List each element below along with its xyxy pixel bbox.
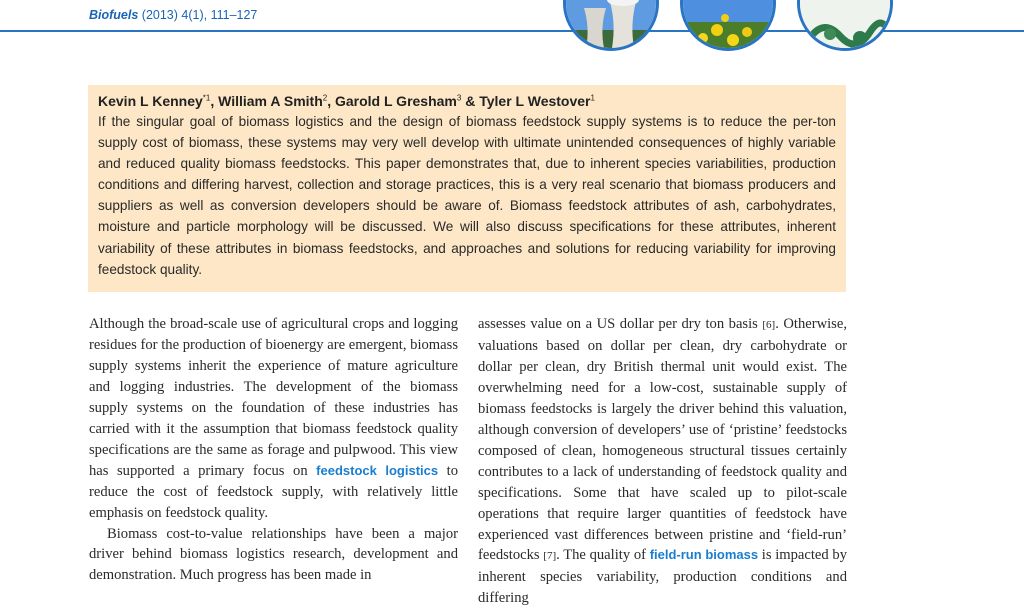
canola-field-photo [680,0,776,51]
paragraph-text: . Otherwise, valuations based on dollar per clean, dry carbohydrate or dollar per clean, dry British thermal unit would exist. The overwhelming need for a low-cost, sustainable supply of biomass feedstocks is largely the driver behind this valuation, although conversion of developers’ use of ‘pristine’ feedstocks composed of clean, homogeneous structural tissues certainly contributes to a lack of understanding of feedstock quality and specifications. Some that have scaled up to pilot-scale operations that require larger quantities of feedstock have experienced vast differences between pristine and ‘field-run’ feedstocks [478,316,847,564]
body-paragraph: Biomass cost-to-value relationships have been a major driver behind biomass logistics research, development and demonstration. Much progress has been made in [89,525,458,584]
author-name: Garold L Gresham [334,93,457,109]
abstract-box [88,85,846,292]
citation-ref[interactable]: [7] [543,550,557,563]
author-name: Kevin L Kenney [98,93,203,109]
author-affiliation: 2 [322,93,328,103]
cooling-towers-photo [563,0,659,51]
author-separator: , [327,93,335,109]
author-separator: , [210,93,219,109]
body-paragraph [89,314,458,524]
author-name: William A Smith [218,93,323,109]
journal-citation [89,8,257,22]
algae-microscopy-photo [797,0,893,51]
author-affiliation: 3 [456,93,462,103]
journal-name: Biofuels [89,8,139,22]
paragraph-text: . The quality of [556,547,650,564]
author-separator: & [461,93,480,109]
author-list [98,93,836,109]
abstract-text: If the singular goal of biomass logistics and the design of biomass feedstock supply systems is to reduce the per-ton supply cost of biomass, these systems may very well develop with ultimate unintended consequences of highly variable and reduced quality biomass feedstocks. This paper demonstrates that, due to inherent species variabilities, production conditions and differing harvest, collection and storage practices, this is a very real scenario that biomass producers and suppliers as well as conversion developers should be aware of. Biomass feedstock attributes of ash, carbohydrates, moisture and particle morphology will be discussed. We will also discuss specifications for these attributes, inherent variability of these attributes in biomass feedstocks, and approaches and solutions for reducing variability for improving feedstock quality. [98,114,836,277]
body-paragraph [478,314,847,609]
citation-details: (2013) 4(1), 111–127 [138,8,258,22]
body-column-left [89,314,458,586]
keyword-link[interactable]: field-run biomass [649,547,759,563]
author-affiliation: *1 [202,93,211,103]
paragraph-text: to reduce the cost of feedstock supply, with relatively little emphasis on feedstock quality. [89,462,459,521]
author-affiliation: 1 [590,93,595,103]
paragraph-text: assesses value on a US dollar per dry ton basis [478,316,763,332]
author-name: Tyler L Westover [479,93,591,109]
keyword-link[interactable]: feedstock logistics [316,462,439,478]
citation-ref[interactable]: [6] [762,319,776,331]
paragraph-text: is impacted by inherent species variability, production conditions and differing [478,547,847,607]
body-column-right [478,314,847,609]
paragraph-text: Although the broad-scale use of agricultural crops and logging residues for the production of bioenergy are emergent, biomass supply systems inherit the experience of mature agriculture and logging industries. The development of the biomass supply systems on the foundation of these industries has carried with it the assumption that biomass feedstock quality specifications are the same as forage and pulpwood. This view has supported a primary focus on [89,316,458,479]
